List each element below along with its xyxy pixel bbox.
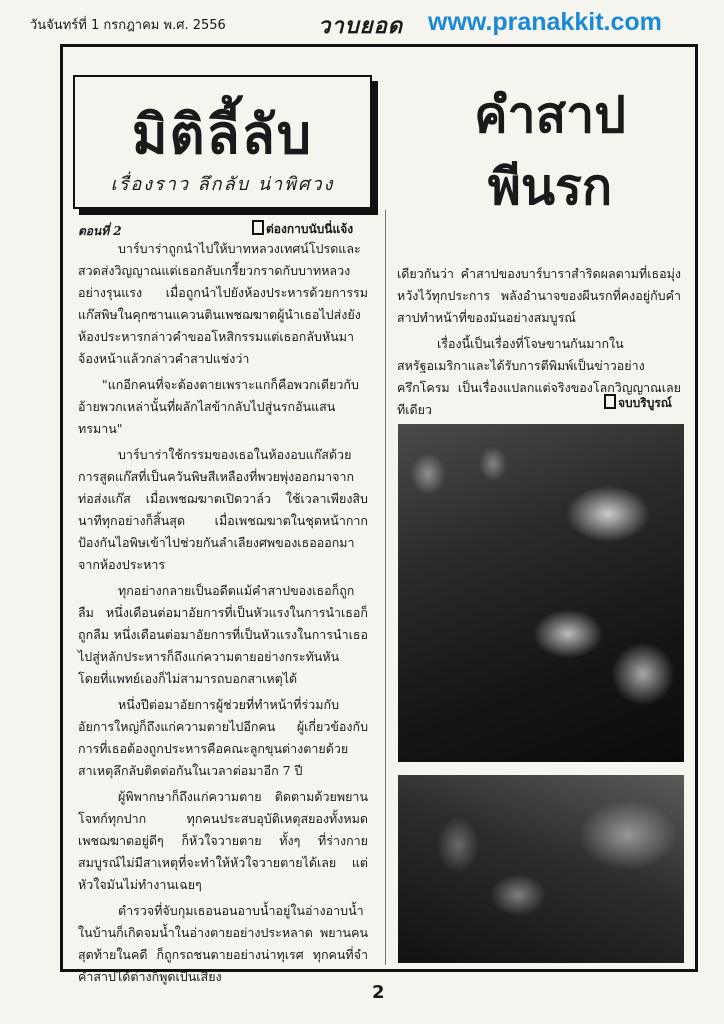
episode-note — [252, 220, 353, 239]
execution-scene-photo — [398, 424, 684, 762]
ghostly-figures-photo — [398, 775, 684, 963]
magazine-logo: วาบยอด — [318, 14, 404, 39]
column-title: มิติลี้ลับ — [131, 103, 314, 166]
end-marker-text: จบบริบูรณ์ — [618, 396, 672, 410]
column-divider — [385, 210, 386, 965]
episode-label: ตอนที่ 2 — [78, 224, 122, 238]
end-marker — [604, 394, 672, 413]
headline-line-2: พีนรก — [487, 157, 613, 216]
box-bullet-icon — [252, 220, 264, 235]
article-paragraph: หนึ่งปีต่อมาอัยการผู้ช่วยที่ทำหน้าที่ร่วมกับอัยการใหญ่ก็ถึงแก่ความตายไปอีกคน ผู้เกี่ยวข้องกับการที่เธอต้องถูกประหารคือคณะลูกขุนต่างตายด้วยสาเหตุลึกลับติดต่อกันในเวลาต่อมาอีก 7 ปี — [78, 697, 368, 778]
headline-line-1: คำสาป — [474, 85, 626, 144]
episode-note-text: ต่องกาบนับนี่แจ้ง — [266, 222, 354, 236]
article-paragraph: เรื่องนี้เป็นเรื่องที่โจษขานกันมากในสหรัฐอเมริกาและได้รับการตีพิมพ์เป็นข่าวอย่างครึกโครม เป็นเรื่องแปลกแต่จริงของโลกวิญญาณเลยทีเดียว — [397, 336, 681, 417]
article-quote: "แกอีกคนที่จะต้องตายเพราะแกก็คือพวกเดียวกับอ้ายพวกเหล่านั้นที่ผลักไสข้ากลับไปสู่นรกอันแสน ทรมาน" — [78, 377, 359, 436]
article-paragraph: บาร์บาร่าใช้กรรมของเธอในห้องอบแก๊สด้วยการสูดแก๊สที่เป็นควันพิษสีเหลืองที่พวยพุ่งออกมาจากท่อส่งแก๊ส เมื่อเพชฌฆาตเปิดวาล์ว ใช้เวลาเพียงสิบนาทีทุกอย่างก็สิ้นสุด เมื่อเพชฌฆาตในชุดหน้ากากป้องกันไอพิษเข้าไปช่วยกันลำเลียงศพของเธอออกมาจากห้องประหาร — [78, 447, 368, 572]
column-subtitle: เรื่องราว ลึกลับ น่าพิศวง — [110, 174, 335, 195]
box-bullet-icon — [604, 394, 616, 409]
article-paragraph: ผู้พิพากษาก็ถึงแก่ความตาย ติดตามด้วยพยานโจทก์ทุกปาก ทุกคนประสบอุบัติเหตุสยองทั้งหมด เพชฌฆาตอยู่ดีๆ ก็หัวใจวายตาย ทั้งๆ ที่ร่างกายสมบูรณ์ไม่มีสาเหตุที่จะทำให้หัวใจวายตายได้เลย แต่หัวใจมันไม่ทำงานเฉยๆ — [78, 789, 368, 892]
article-paragraph: เดียวกันว่า คำสาปของบาร์บาราสำริดผลตามที่เธอมุ่งหวังไว้ทุกประการ พลังอำนาจของผีนรกที่คงอยู่กับคำสาปทำหน้าที่ของมันอย่างสมบูรณ์ — [397, 266, 681, 325]
website-url[interactable]: www.pranakkit.com — [428, 8, 662, 36]
column-title-box — [73, 75, 372, 209]
page-number: 2 — [372, 982, 385, 1003]
article-paragraph: บาร์บาร่าถูกนำไปให้บาทหลวงเทศน์โปรดและสวดส่งวิญญาณแต่เธอกลับเกรี้ยวกราดกับบาทหลวงอย่างรุนแรง เมื่อถูกนำไปยังห้องประหารด้วยการรมแก๊สพิษในคุกซานแควนตินเพชฌฆาตผู้นำเธอไปส่งยังห้องประหารกล่าวคำขออโหสิกรรมแต่เธอกลับหันมาจ้องหน้าแล้วกล่าวคำสาปแช่งว่า — [78, 241, 368, 366]
article-paragraph: ทุกอย่างกลายเป็นอดีตแม้คำสาปของเธอก็ถูกลืม หนึ่งเดือนต่อมาอัยการที่เป็นหัวแรงในการนำเธอก็ถูกลืม หนึ่งเดือนต่อมาอัยการที่เป็นหัวแรงในการนำเธอไปสู่หลักประหารก็ถึงแก่ความตายอย่างกระทันหันโดยที่แพทย์เองก็ไม่สามารถบอกสาเหตุได้ — [78, 583, 368, 686]
left-column — [78, 238, 368, 992]
article-paragraph: ตำรวจที่จับกุมเธอนอนอาบน้ำอยู่ในอ่างอาบน้ำในบ้านก็เกิดจมน้ำในอ่างตายอย่างประหลาด พยานคนสุดท้ายในคดี ก็ถูกรถชนตายอย่างน่าทุเรศ ทุกคนที่จำคำสาปได้ต่างก็พูดเป็นเสียง — [78, 903, 368, 984]
issue-date: วันจันทร์ที่ 1 กรกฎาคม พ.ศ. 2556 — [30, 18, 226, 33]
